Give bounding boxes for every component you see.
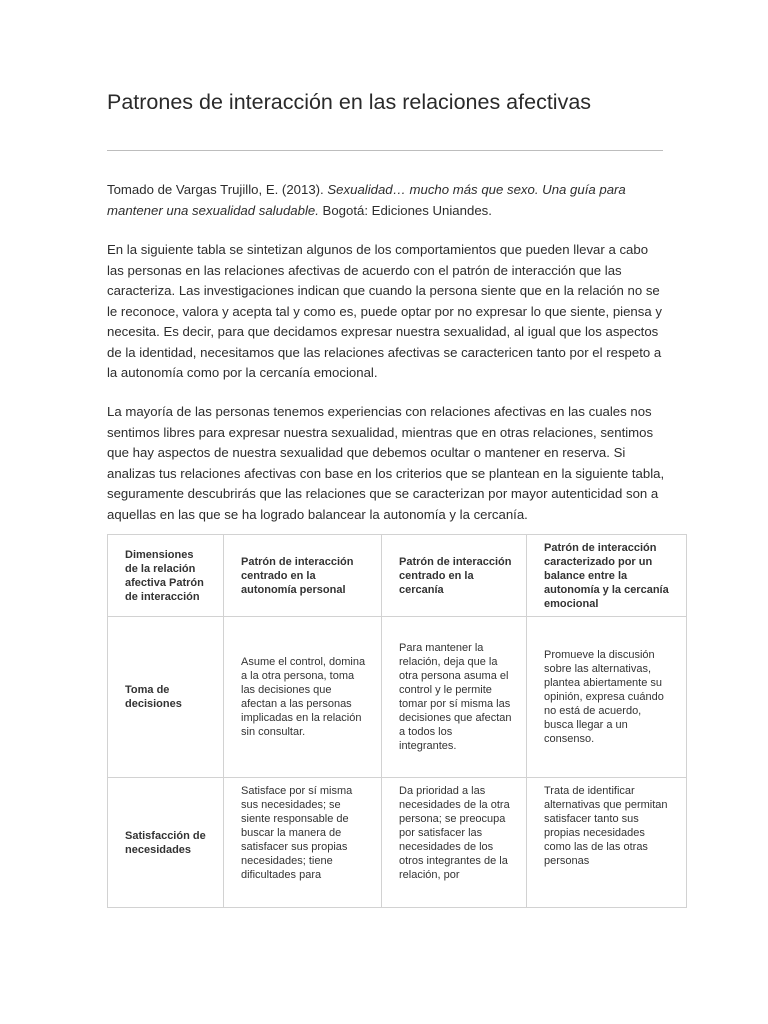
citation-prefix: Tomado de Vargas Trujillo, E. (2013).	[107, 182, 328, 197]
table-header-cell: Patrón de interacción centrado en la cercanía	[382, 535, 527, 617]
citation-publisher: Bogotá: Ediciones Uniandes.	[318, 202, 492, 218]
table-header-cell: Patrón de interacción centrado en la autonomía personal	[224, 535, 382, 617]
table-row	[108, 617, 687, 778]
interaction-patterns-table	[107, 534, 687, 908]
table-cell: Satisface por sí misma sus necesidades; se siente responsable de buscar la manera de satisfacer sus propias necesidades; tiene dificultades para	[224, 778, 382, 908]
table-cell: Promueve la discusión sobre las alternativas, plantea abiertamente su opinión, expresa cuándo no está de acuerdo, busca llegar a un consenso.	[527, 617, 687, 778]
table-row	[108, 778, 687, 908]
title-divider	[107, 150, 663, 151]
table-cell: Da prioridad a las necesidades de la otra persona; se preocupa por satisfacer las necesidades de los otros integrantes de la relación, por	[382, 778, 527, 908]
row-label-cell: Satisfacción de necesidades	[108, 778, 224, 908]
row-label-cell: Toma de decisiones	[108, 617, 224, 778]
table-header-cell: Dimensiones de la relación afectiva Patrón de interacción	[108, 535, 224, 617]
table-cell: Asume el control, domina a la otra persona, toma las decisiones que afectan a las personas implicadas en la relación sin consultar.	[224, 617, 382, 778]
table-header-row	[108, 535, 687, 617]
source-citation	[107, 180, 667, 221]
paragraph-intro: En la siguiente tabla se sintetizan algunos de los comportamientos que pueden llevar a cabo las personas en las relaciones afectivas de acuerdo con el patrón de interacción que las caracteriza. Las investigaciones indican que cuando la persona siente que en la relación no se le reconoce, valora y acepta tal y como es, puede optar por no expresar lo que siente, piensa y necesita. Es decir, para que decidamos expresar nuestra sexualidad, al igual que los aspectos de la identidad, necesitamos que las relaciones afectivas se caractericen tanto por el respeto a la autonomía como por la cercanía emocional.	[107, 242, 662, 380]
table-cell: Para mantener la relación, deja que la otra persona asuma el control y le permite tomar por sí misma las decisiones que afectan a todos los integrantes.	[382, 617, 527, 778]
table-cell: Trata de identificar alternativas que permitan satisfacer tanto sus propias necesidades como las de las otras personas	[527, 778, 687, 908]
page-title: Patrones de interacción en las relaciones afectivas	[107, 90, 592, 114]
table-header-cell: Patrón de interacción caracterizado por un balance entre la autonomía y la cercanía emocional	[527, 535, 687, 617]
citation-book-title: Sexualidad… mucho más que sexo. Una guía para mantener una sexualidad saludable.	[107, 182, 626, 218]
paragraph-experiences: La mayoría de las personas tenemos experiencias con relaciones afectivas en las cuales nos sentimos libres para expresar nuestra sexualidad, mientras que en otras relaciones, sentimos que hay aspectos de nuestra sexualidad que debemos ocultar o mantener en reserva. Si analizas tus relaciones afectivas con base en los criterios que se plantean en la siguiente tabla, seguramente descubrirás que las relaciones que se caracterizan por mayor autenticidad son a aquellas en las que se ha logrado balancear la autonomía y la cercanía.	[107, 404, 665, 522]
